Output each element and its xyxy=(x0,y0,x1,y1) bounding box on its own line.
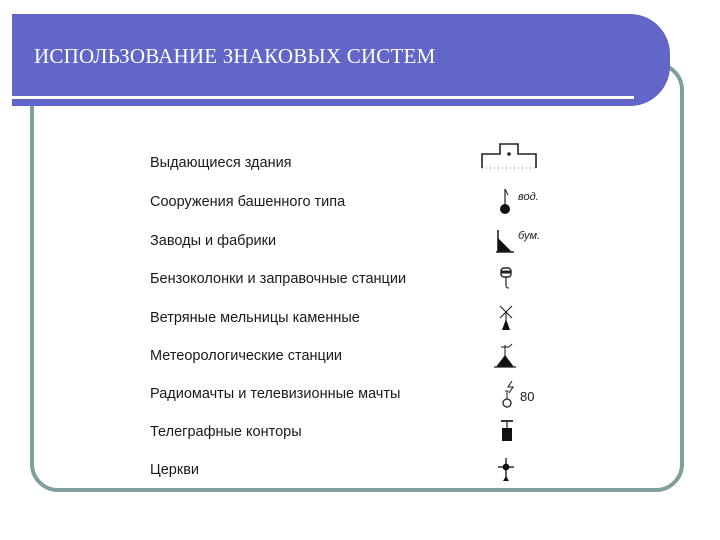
legend-label: Сооружения башенного типа xyxy=(150,194,346,210)
radio-mast-icon xyxy=(498,379,578,409)
gas-station-icon xyxy=(499,264,579,294)
legend-row-weather-stations xyxy=(150,345,570,369)
legend-label: Радиомачты и телевизионные мачты xyxy=(150,386,401,402)
legend-row-outstanding-buildings xyxy=(150,152,570,176)
legend-row-towers xyxy=(150,191,570,215)
legend-label: Ветряные мельницы каменные xyxy=(150,310,360,326)
legend-row-gas-stations xyxy=(150,268,570,292)
factory-abbreviation: бум. xyxy=(518,230,541,242)
weather-station-icon xyxy=(493,341,573,371)
legend-row-windmills xyxy=(150,307,570,331)
slide-title: ИСПОЛЬЗОВАНИЕ ЗНАКОВЫХ СИСТЕМ xyxy=(34,44,436,68)
outstanding-building-icon xyxy=(480,140,560,170)
legend-label: Заводы и фабрики xyxy=(150,233,277,249)
telegraph-office-icon xyxy=(499,417,579,447)
legend-row-telegraph-offices xyxy=(150,421,570,445)
legend-row-radio-masts xyxy=(150,383,570,407)
legend-label: Выдающиеся здания xyxy=(150,155,292,171)
legend-row-churches xyxy=(150,459,570,483)
windmill-icon xyxy=(496,303,576,333)
legend-label: Метеорологические станции xyxy=(150,348,343,364)
legend-label: Церкви xyxy=(150,462,200,478)
legend-label: Бензоколонки и заправочные станции xyxy=(150,271,407,287)
banner-divider xyxy=(12,96,634,99)
radio-mast-height: 80 xyxy=(520,389,535,404)
church-icon xyxy=(495,455,575,485)
tower-abbreviation: вод. xyxy=(518,191,539,203)
legend-row-factories xyxy=(150,230,570,254)
legend-label: Телеграфные конторы xyxy=(150,424,302,440)
